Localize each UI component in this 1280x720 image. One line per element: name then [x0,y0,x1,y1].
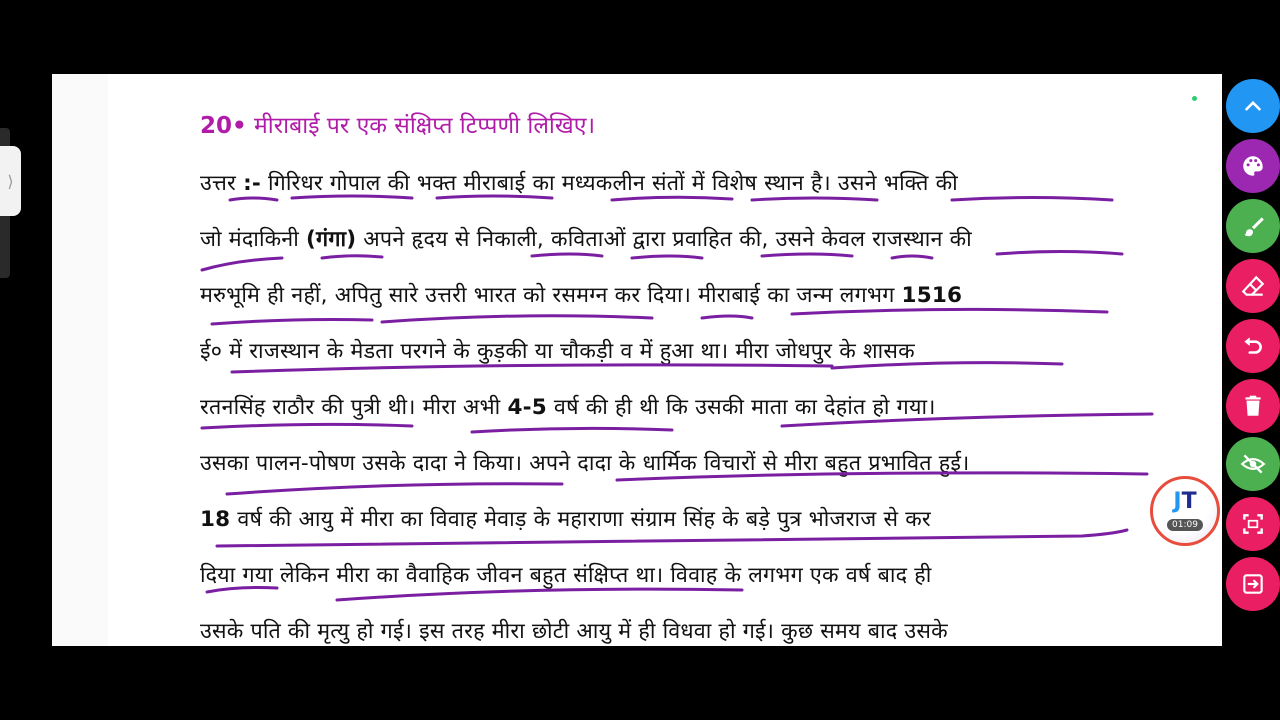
answer-line: उसका पालन-पोषण उसके दादा ने किया। अपने दादा के धार्मिक विचारों से मीरा बहुत प्रभावित हुई। [200,451,970,476]
palette-icon [1240,153,1266,179]
hide-button[interactable] [1226,437,1280,491]
document-viewer[interactable] [52,74,1222,646]
undo-button[interactable] [1226,319,1280,373]
exit-button[interactable] [1226,557,1280,611]
palette-button[interactable] [1226,139,1280,193]
trash-icon [1240,393,1266,419]
answer-line: दिया गया लेकिन मीरा का वैवाहिक जीवन बहुत संक्षिप्त था। विवाह के लगभग एक वर्ष बाद ही [200,563,932,588]
answer-line: जो मंदाकिनी (गंगा) अपने हृदय से निकाली, कविताओं द्वारा प्रवाहित की, उसने केवल राजस्थान की [200,227,972,252]
brush-icon [1240,213,1266,239]
eye-off-icon [1240,451,1266,477]
eraser-icon [1240,273,1266,299]
chevron-right-icon: ⟩ [7,171,14,191]
answer-line: रतनसिंह राठौर की पुत्री थी। मीरा अभी 4-5 वर्ष की ही थी कि उसकी माता का देहांत हो गया। [200,395,936,420]
recorder-logo[interactable] [1150,476,1220,546]
scroll-up-button[interactable] [1226,79,1280,133]
undo-icon [1240,333,1266,359]
answer-line: उसके पति की मृत्यु हो गई। इस तरह मीरा छोटी आयु में ही विधवा हो गई। कुछ समय बाद उसके [200,619,948,644]
question-text: मीराबाई पर एक संक्षिप्त टिप्पणी लिखिए। [254,113,596,139]
eraser-button[interactable] [1226,259,1280,313]
brush-button[interactable] [1226,199,1280,253]
answer-line: उत्तर :- गिरिधर गोपाल की भक्त मीराबाई का मध्यकलीन संतों में विशेष स्थान है। उसने भक्ति की [200,171,958,196]
chevron-up-icon [1240,93,1266,119]
delete-button[interactable] [1226,379,1280,433]
logo-text: JT [1173,489,1197,514]
recording-time: 01:09 [1167,519,1203,531]
side-panel-handle[interactable] [0,146,21,216]
status-dot [1192,96,1197,101]
answer-line: 18 वर्ष की आयु में मीरा का विवाह मेवाड़ के महाराणा संग्राम सिंह के बड़े पुत्र भोजराज से कर [200,507,931,532]
bottom-letterbox [0,646,1280,720]
screen-capture-button[interactable] [1226,497,1280,551]
answer-line: ई० में राजस्थान के मेडता परगने के कुड़की या चौकड़ी व में हुआ था। मीरा जोधपुर के शासक [200,339,915,364]
crop-frame-icon [1240,511,1266,537]
question-heading [200,108,595,140]
exit-icon [1240,571,1266,597]
answer-line: मरुभूमि ही नहीं, अपितु सारे उत्तरी भारत को रसमग्न कर दिया। मीराबाई का जन्म लगभग 1516 [200,283,963,308]
question-number: 20• [200,113,247,139]
